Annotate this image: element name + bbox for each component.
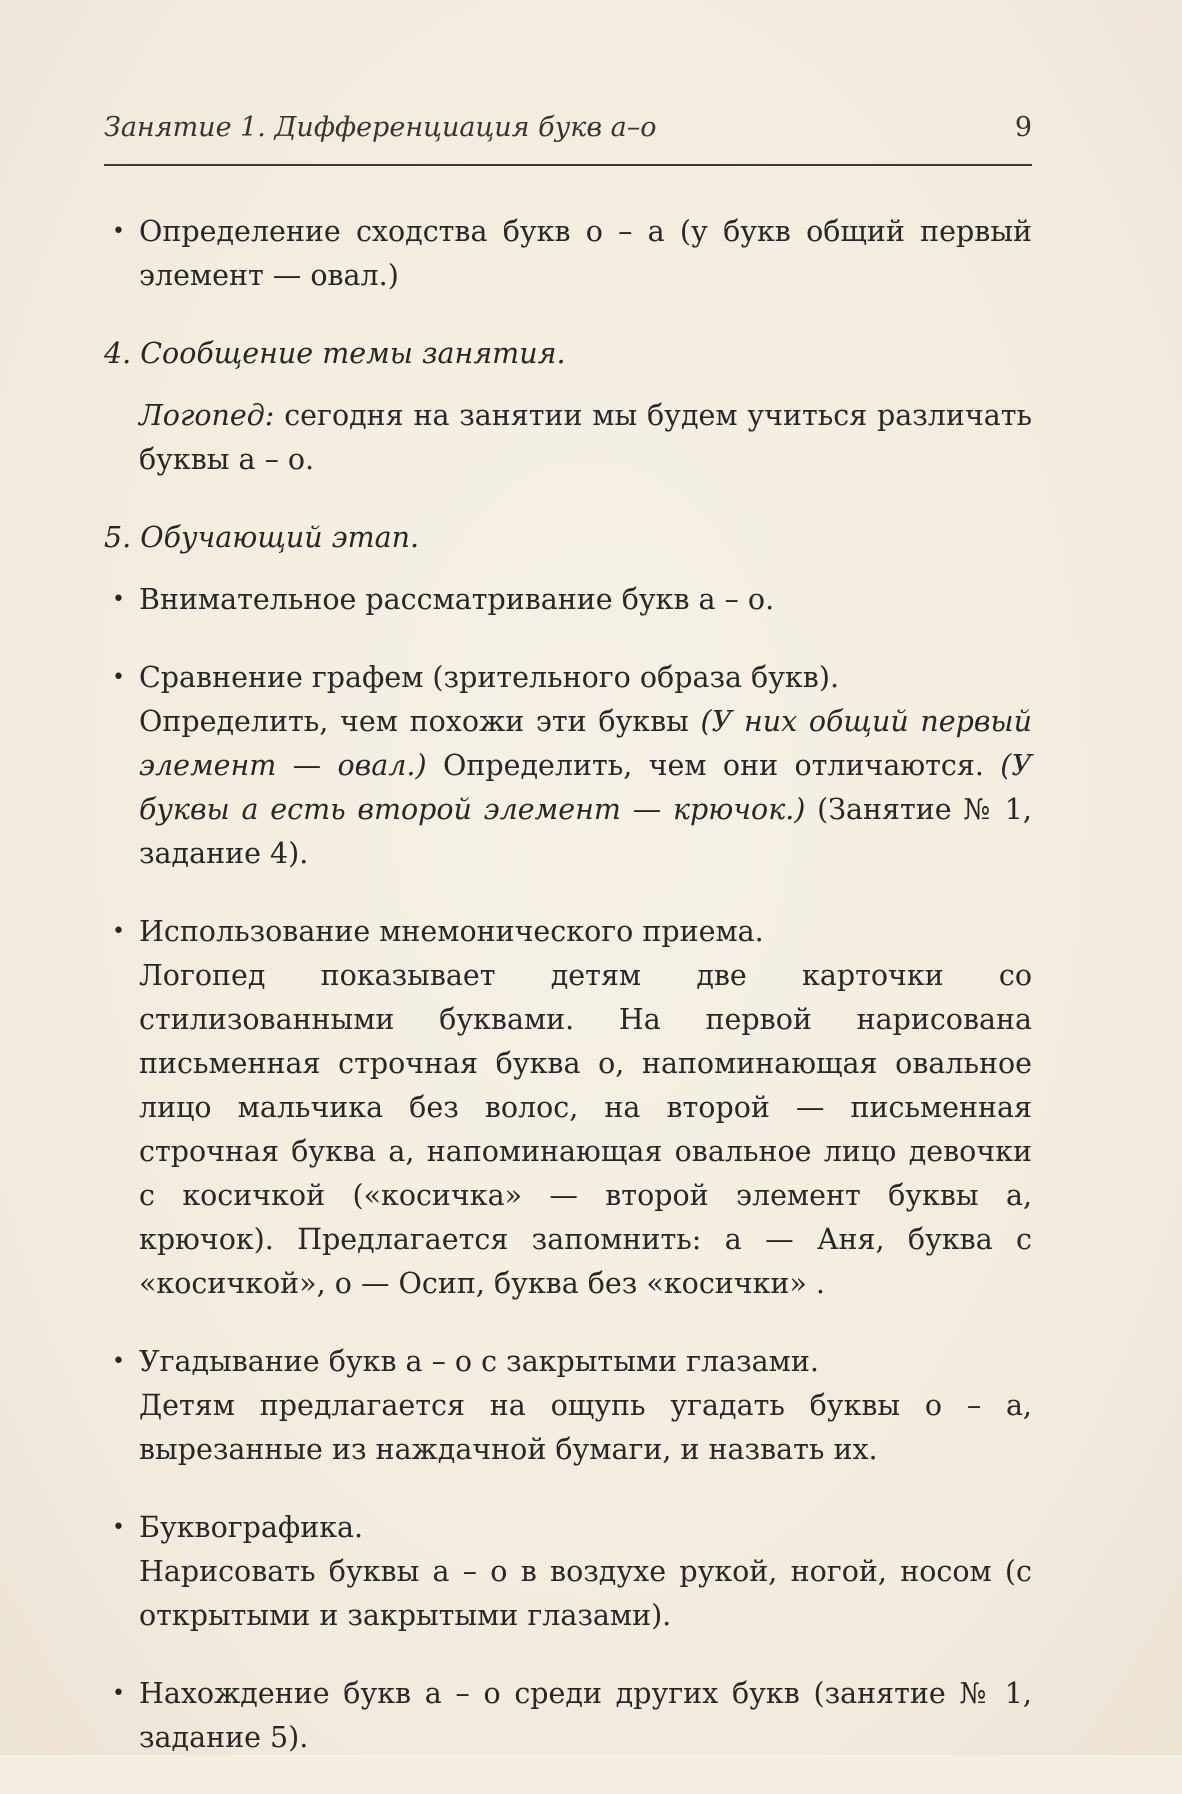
paragraph [139, 700, 1032, 876]
paragraph: Детям предлагается на ощупь угадать буквы о – а, вырезанные из наждачной бумаги, и назвать их. [139, 1389, 1032, 1466]
speaker-text: сегодня на занятии мы будем учиться различать буквы а – о. [139, 399, 1032, 476]
running-header [104, 112, 1032, 143]
bullet-icon: • [112, 1349, 125, 1374]
header-title: Занятие 1. Дифференциация букв а–о [104, 112, 657, 143]
list-item [104, 1340, 1032, 1472]
text-run: Определить, чем похожи эти буквы [139, 705, 701, 738]
bullet-icon: • [112, 219, 125, 244]
list-item [104, 656, 1032, 876]
bullet-icon: • [112, 587, 125, 612]
item-title: Угадывание букв а – о с закрытыми глазами. [139, 1345, 819, 1378]
bullet-icon: • [112, 665, 125, 690]
bullet-icon: • [112, 919, 125, 944]
text-run: Определить, чем они отличаются. [426, 749, 1001, 782]
speaker-label: Логопед: [139, 399, 275, 432]
section-heading-4: 4. Сообщение темы занятия. [104, 337, 566, 370]
item-title: Использование мнемонического приема. [139, 915, 764, 948]
item-title: Сравнение графем (зрительного образа букв). [139, 661, 840, 694]
paragraph: Нарисовать буквы а – о в воздухе рукой, ногой, носом (с открытыми и закрытыми глазами). [139, 1555, 1032, 1632]
italic-run: (У буквы а есть второй элемент — крючок.) [139, 749, 1032, 826]
paragraph: Логопед показывает детям две карточки со стилизованными буквами. На первой нарисована письменная строчная буква о, напоминающая овальное лицо мальчика без волос, на второй — письменная строчная буква а, напоминающая овальное лицо девочки с косичкой («косичка» — второй элемент буквы а, крючок). Предлагается запомнить: а — Аня, буква с «косичкой», о — Осип, буква без «косички» . [139, 959, 1032, 1300]
list-item [104, 910, 1032, 1306]
page-number: 9 [1014, 112, 1032, 143]
paragraph: Определение сходства букв о – а (у букв общий первый элемент — овал.) [139, 215, 1032, 292]
bullet-icon: • [112, 1681, 125, 1706]
section-heading-5: 5. Обучающий этап. [104, 521, 420, 554]
paragraph: Внимательное рассматривание букв а – о. [139, 583, 775, 616]
list-item [104, 1672, 1032, 1760]
paragraph: Нахождение букв а – о среди других букв (занятие № 1, задание 5). [139, 1677, 1032, 1754]
list-item [104, 210, 1032, 298]
bullet-icon: • [112, 1515, 125, 1540]
list-item [104, 1506, 1032, 1638]
list-item [104, 578, 1032, 622]
header-rule [104, 164, 1032, 166]
text-run: (Занятие № 1, задание 4). [139, 793, 1032, 870]
italic-run: (У них общий первый элемент — овал.) [139, 705, 1032, 782]
item-title: Буквографика. [139, 1511, 364, 1544]
speaker-paragraph [104, 394, 1032, 482]
page-body [104, 210, 1032, 1794]
